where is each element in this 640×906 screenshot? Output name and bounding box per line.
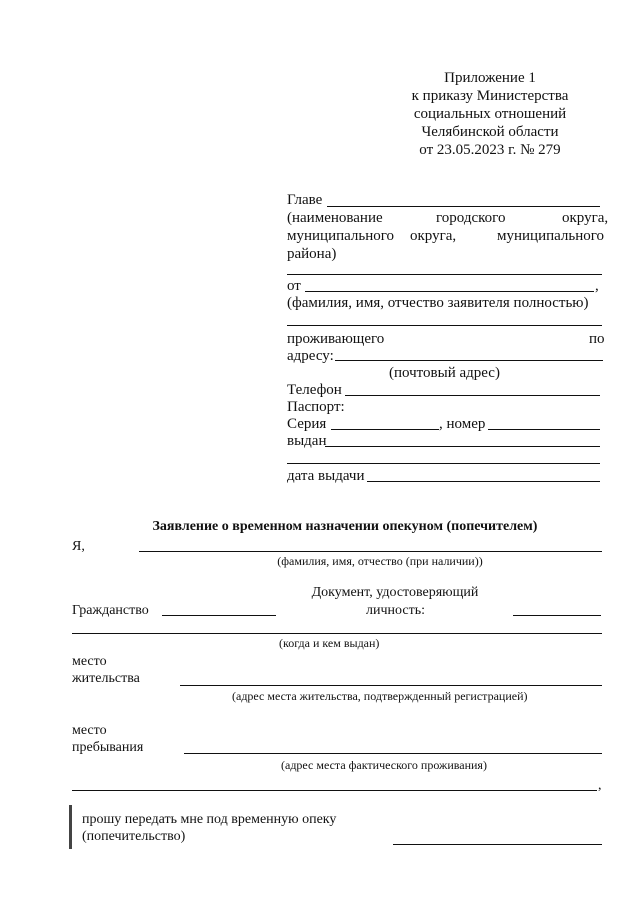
seria-label: Серия — [287, 416, 327, 432]
glave-field[interactable] — [327, 206, 600, 207]
residence-hint: (адрес места жительства, подтвержденный регистрацией) — [232, 689, 528, 703]
residence-line-1: место — [72, 654, 107, 669]
appendix-line-3: социальных отношений — [413, 106, 567, 122]
blank-line-2[interactable] — [287, 325, 602, 326]
stay-hint: (адрес места фактического проживания) — [281, 758, 487, 772]
naim-right: округа, — [562, 210, 609, 226]
blank-line-1[interactable] — [287, 274, 602, 275]
ot-label: от — [287, 278, 301, 294]
appendix-line-2: к приказу Министерства — [411, 88, 569, 104]
data-vydachi-field[interactable] — [367, 481, 600, 482]
prozh-left: проживающего — [287, 331, 385, 347]
mun-right: муниципального — [497, 228, 605, 244]
appendix-line-4: Челябинской области — [421, 124, 559, 140]
phone-label: Телефон — [287, 382, 342, 398]
fio-hint: (фамилия, имя, отчество заявителя полностью) — [287, 295, 589, 311]
mun-mid: округа, — [410, 228, 457, 244]
glave-label: Главе — [287, 192, 323, 208]
doc-line-2: личность: — [366, 603, 425, 618]
rayona-text: района) — [287, 246, 337, 262]
request-line-2: (попечительство) — [82, 829, 186, 844]
vydan-field[interactable] — [325, 446, 600, 447]
prozh-right: по — [589, 331, 605, 347]
appendix-line-5: от 23.05.2023 г. № 279 — [419, 142, 561, 158]
stay-line-1: место — [72, 723, 107, 738]
residence-line-2: жительства — [72, 671, 140, 686]
stay-line-2: пребывания — [72, 740, 144, 755]
doc-issued-line[interactable] — [72, 633, 602, 634]
nomer-field[interactable] — [488, 429, 600, 430]
blank-line-3[interactable] — [287, 463, 600, 464]
doc-field[interactable] — [513, 615, 601, 616]
residence-field[interactable] — [180, 685, 602, 686]
phone-field[interactable] — [345, 395, 600, 396]
adresu-field[interactable] — [335, 360, 603, 361]
end-comma: , — [598, 778, 602, 793]
nomer-label: , номер — [439, 416, 486, 432]
statement-title: Заявление о временном назначении опекуном (попечителем) — [152, 519, 538, 534]
appendix-line-1: Приложение 1 — [444, 70, 536, 86]
issued-hint: (когда и кем выдан) — [279, 636, 380, 650]
citizenship-field[interactable] — [162, 615, 276, 616]
margin-bar — [69, 805, 72, 849]
stay-field[interactable] — [184, 753, 602, 754]
naim-mid: городского — [436, 210, 506, 226]
stay-extra-line[interactable] — [72, 790, 597, 791]
ot-field[interactable] — [305, 291, 594, 292]
ya-field[interactable] — [139, 551, 602, 552]
ya-label: Я, — [72, 539, 85, 554]
citizenship-label: Гражданство — [72, 603, 149, 618]
request-line-1: прошу передать мне под временную опеку — [82, 812, 337, 827]
seria-field[interactable] — [331, 429, 439, 430]
post-hint: (почтовый адрес) — [389, 365, 500, 381]
naim-left: (наименование — [287, 210, 383, 226]
request-field[interactable] — [393, 844, 602, 845]
passport-label: Паспорт: — [287, 399, 345, 415]
mun-left: муниципального — [287, 228, 395, 244]
doc-line-1: Документ, удостоверяющий — [311, 585, 479, 600]
ot-comma: , — [595, 278, 599, 294]
adresu-label: адресу: — [287, 348, 334, 364]
vydan-label: выдан — [287, 433, 327, 449]
data-vydachi-label: дата выдачи — [287, 468, 365, 484]
ya-fio-hint: (фамилия, имя, отчество (при наличии)) — [277, 554, 483, 568]
